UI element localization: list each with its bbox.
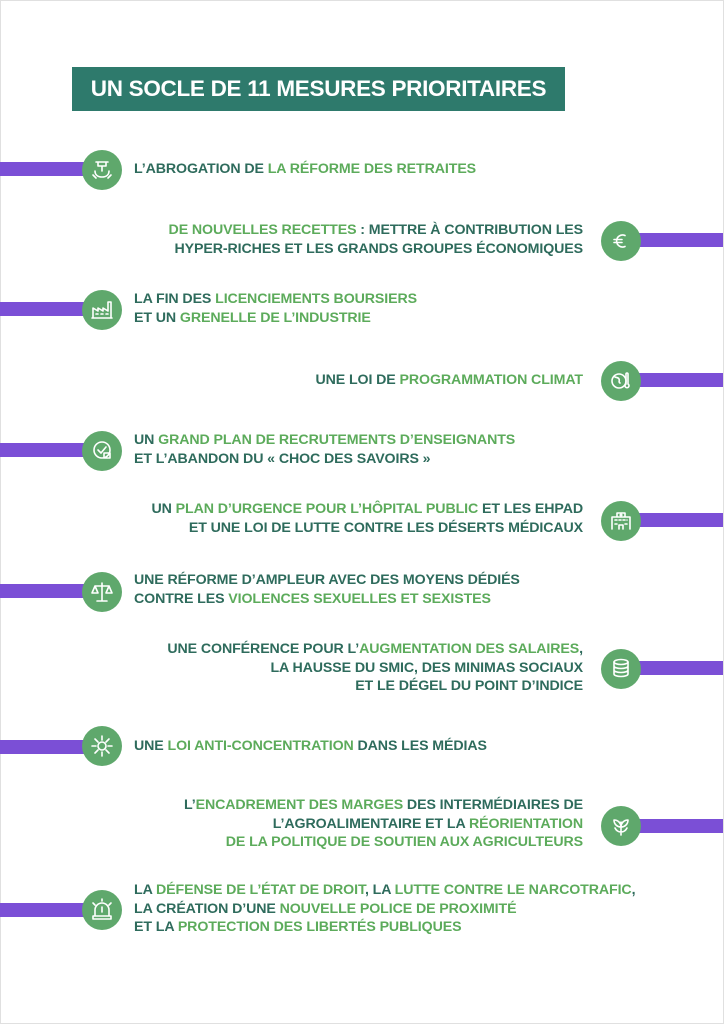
measure-6-text bbox=[152, 500, 584, 537]
factory-icon bbox=[82, 290, 122, 330]
measure-9-text bbox=[134, 737, 487, 756]
accent-bar bbox=[0, 162, 92, 176]
accent-bar bbox=[0, 302, 92, 316]
body-text: ET UNE LOI DE bbox=[188, 519, 295, 536]
highlight-text: DE NOUVELLES RECETTES bbox=[168, 222, 357, 238]
highlight-text: LICENCIEMENTS BOURSIERS bbox=[215, 291, 418, 307]
highlight-text: LA RÉFORME DES RETRAITES bbox=[267, 161, 477, 177]
measure-line bbox=[134, 881, 635, 900]
measure-line bbox=[134, 309, 417, 328]
body-text: UNE CONFÉRENCE POUR L’ bbox=[167, 641, 360, 657]
highlight-text: RÉORIENTATION bbox=[468, 815, 583, 832]
teacher-board-icon bbox=[82, 431, 122, 471]
measure-line bbox=[167, 640, 583, 659]
body-text: ET L’ABANDON DU « CHOC DES SAVOIRS » bbox=[134, 450, 431, 467]
accent-bar bbox=[0, 903, 92, 917]
highlight-text: VIOLENCES SEXUELLES ET SEXISTES bbox=[228, 590, 491, 607]
body-text: LUTTE CONTRE LES DÉSERTS MÉDICAUX bbox=[294, 519, 583, 536]
body-text: L’ABROGATION DE bbox=[134, 161, 268, 177]
measure-line bbox=[134, 590, 520, 609]
body-text: LA bbox=[134, 882, 157, 898]
body-text: ET LES EHPAD bbox=[478, 501, 583, 517]
accent-bar bbox=[0, 443, 92, 457]
body-text: UNE RÉFORME D’AMPLEUR AVEC DES MOYENS DÉDIÉS bbox=[134, 572, 520, 588]
hospital-icon bbox=[601, 501, 641, 541]
accent-bar bbox=[630, 373, 723, 387]
highlight-text: GRAND PLAN DE RECRUTEMENTS D’ENSEIGNANTS bbox=[158, 432, 516, 448]
body-text: , LA bbox=[364, 882, 395, 898]
measure-line bbox=[184, 833, 583, 852]
body-text: : METTRE À CONTRIBUTION LES bbox=[356, 222, 583, 238]
media-network-icon bbox=[82, 726, 122, 766]
highlight-text: DE LA POLITIQUE DE SOUTIEN AUX AGRICULTEURS bbox=[225, 834, 583, 850]
police-siren-icon bbox=[82, 890, 122, 930]
body-text: L’AGROALIMENTAIRE ET LA bbox=[272, 815, 469, 832]
highlight-text: ENCADREMENT DES MARGES bbox=[195, 797, 404, 813]
body-text: ET LA bbox=[134, 919, 178, 935]
highlight-text: AUGMENTATION DES SALAIRES bbox=[359, 641, 580, 657]
accent-bar bbox=[630, 661, 723, 675]
measure-line bbox=[134, 290, 417, 309]
body-text: CONTRE LES bbox=[134, 590, 229, 607]
body-text: LA HAUSSE DU SMIC, DES MINIMAS SOCIAUX bbox=[270, 659, 583, 676]
measure-2-text bbox=[169, 221, 583, 258]
highlight-text: PROTECTION DES LIBERTÉS PUBLIQUES bbox=[177, 919, 462, 935]
accent-bar bbox=[630, 233, 723, 247]
measure-line bbox=[152, 519, 584, 538]
agriculture-leaf-icon bbox=[601, 806, 641, 846]
highlight-text: LUTTE CONTRE LE NARCOTRAFIC bbox=[394, 882, 632, 898]
measure-line bbox=[134, 737, 487, 756]
measure-line bbox=[169, 221, 583, 240]
body-text: UNE bbox=[134, 738, 168, 754]
body-text: DANS LES MÉDIAS bbox=[353, 738, 487, 754]
measure-5-text bbox=[134, 431, 515, 468]
highlight-text: PLAN D’URGENCE POUR L’HÔPITAL PUBLIC bbox=[175, 501, 479, 517]
body-text: UN bbox=[151, 501, 176, 517]
measure-line bbox=[134, 431, 515, 450]
measure-10-text bbox=[184, 796, 583, 852]
measure-line bbox=[184, 796, 583, 815]
highlight-text: GRENELLE DE L’INDUSTRIE bbox=[179, 309, 371, 326]
measure-line bbox=[167, 659, 583, 678]
body-text: DES INTERMÉDIAIRES DE bbox=[403, 797, 583, 813]
highlight-text: PROGRAMMATION CLIMAT bbox=[399, 372, 583, 388]
measure-line bbox=[152, 500, 584, 519]
body-text: HYPER-RICHES ET LES GRANDS GROUPES ÉCONOMIQUES bbox=[174, 240, 583, 257]
highlight-text: LOI ANTI-CONCENTRATION bbox=[167, 738, 354, 754]
euro-icon bbox=[601, 221, 641, 261]
body-text: LA CRÉATION D’UNE bbox=[134, 900, 280, 917]
body-text: LA FIN DES bbox=[134, 291, 216, 307]
measure-line bbox=[134, 571, 520, 590]
measure-7-text bbox=[134, 571, 520, 608]
accent-bar bbox=[630, 513, 723, 527]
climate-globe-icon bbox=[601, 361, 641, 401]
highlight-text: DÉFENSE DE L’ÉTAT DE DROIT bbox=[156, 882, 365, 898]
body-text: UN bbox=[134, 432, 159, 448]
accent-bar bbox=[0, 740, 92, 754]
body-text: UNE LOI DE bbox=[315, 372, 400, 388]
page-title: UN SOCLE DE 11 MESURES PRIORITAIRES bbox=[72, 67, 565, 111]
balance-scale-icon bbox=[82, 150, 122, 190]
measure-1-text bbox=[134, 160, 476, 179]
body-text: , bbox=[631, 882, 636, 898]
highlight-text: NOUVELLE POLICE DE PROXIMITÉ bbox=[279, 900, 517, 917]
measure-line bbox=[134, 918, 635, 937]
measure-line bbox=[134, 160, 476, 179]
justice-scale-icon bbox=[82, 572, 122, 612]
accent-bar bbox=[0, 584, 92, 598]
accent-bar bbox=[630, 819, 723, 833]
measure-line bbox=[169, 240, 583, 259]
measure-line bbox=[315, 371, 583, 390]
measure-11-text bbox=[134, 881, 635, 937]
body-text: , bbox=[579, 641, 583, 657]
measure-8-text bbox=[167, 640, 583, 696]
measure-line bbox=[134, 900, 635, 919]
coins-stack-icon bbox=[601, 649, 641, 689]
body-text: ET UN bbox=[134, 309, 180, 326]
measure-3-text bbox=[134, 290, 417, 327]
measure-line bbox=[134, 450, 515, 469]
measure-line bbox=[167, 677, 583, 696]
body-text: ET LE DÉGEL DU POINT D’INDICE bbox=[355, 678, 583, 694]
measure-line bbox=[184, 815, 583, 834]
measure-4-text bbox=[315, 371, 583, 390]
body-text: L’ bbox=[183, 797, 196, 813]
